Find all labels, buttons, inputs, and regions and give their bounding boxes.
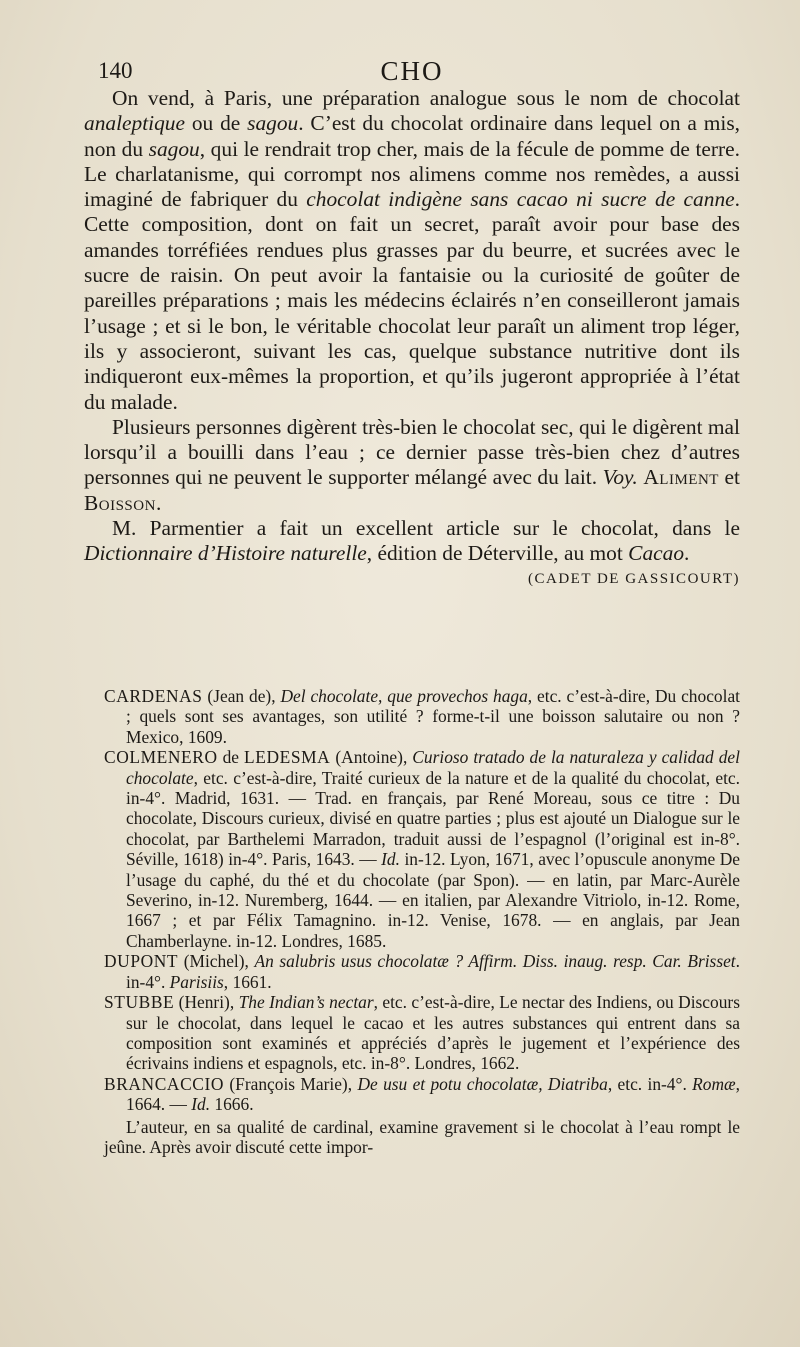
- paragraph-3: M. Parmentier a fait un excellent article sur le chocolat, dans le Dictionnaire d’Histoire naturelle, édition de Déterville, au mot Cacao.: [84, 516, 740, 566]
- final-note: L’auteur, en sa qualité de cardinal, examine gravement si le chocolat à l’eau rompt le jeûne. Après avoir discuté cette impor-: [104, 1116, 740, 1157]
- cross-ref-aliment: Aliment: [643, 465, 719, 490]
- page-number: 140: [98, 58, 133, 83]
- paragraph-1: On vend, à Paris, une préparation analogue sous le nom de chocolat analeptique ou de sagou. C’est du chocolat ordinaire dans lequel on a mis, non du sagou, qui le rendrait trop cher, mais de la fécule de pomme de terre. Le charlatanisme, qui corrompt nos alimens comme nos remèdes, a aussi imaginé de fabriquer du chocolat indigène sans cacao ni sucre de canne. Cette composition, dont on fait un secret, paraît avoir pour base des amandes torréfiées rendues plus grasses par du beurre, et sucrées avec le sucre de raisin. On peut avoir la fantaisie ou la curiosité de goûter de pareilles préparations ; mais les médecins éclairés n’en conseilleront jamais l’usage ; et si le bon, le véritable chocolat leur paraît un aliment trop léger, ils y associeront, suivant les cas, quelque substance nutritive dont ils indiqueront eux-mêmes la proportion, et qu’ils jugeront appropriée à l’état du malade.: [84, 86, 741, 414]
- bibliography: [104, 686, 740, 1157]
- bibliography-entry-stubbe: STUBBE (Henri), The Indian’s nectar, etc. c’est-à-dire, Le nectar des Indiens, ou Discours sur le chocolat, dans lequel le cacao et les autres substances qui entrent dans sa composition sont examinés et appréciés d’après le jugement et l’expérience des écrivains indiens et espagnols, etc. in-8°. Londres, 1662.: [104, 992, 740, 1074]
- main-text: [84, 86, 740, 592]
- bibliography-entry-cardenas: CARDENAS (Jean de), Del chocolate, que provechos haga, etc. c’est-à-dire, Du chocolat ; quels sont ses avantages, son utilité ? forme-t-il une boisson salutaire ou non ? Mexico, 1609.: [104, 686, 740, 747]
- paragraph-2: Plusieurs personnes digèrent très-bien le chocolat sec, qui le digèrent mal lorsqu’il a bouilli dans l’eau ; ce dernier passe très-bien chez d’autres personnes qui ne peuvent le supporter mélangé avec du lait. Voy. Aliment et Boisson.: [84, 414, 740, 515]
- bibliography-entry-dupont: DUPONT (Michel), An salubris usus chocolatæ ? Affirm. Diss. inaug. resp. Car. Brisset. in-4°. Parisiis, 1661.: [104, 951, 740, 992]
- running-title: CHO: [380, 56, 444, 86]
- bibliography-entry-colmenero: COLMENERO de LEDESMA (Antoine), Curioso tratado de la naturaleza y calidad del chocolate, etc. c’est-à-dire, Traité curieux de la nature et de la qualité du chocolat, etc. in-4°. Madrid, 1631. — Trad. en français, par René Moreau, sous ce titre : Du chocolate, Discours curieux, divisé en quatre parties ; plus est ajouté un Dialogue sur le chocolat, par Barthelemi Marradon, traduit aussi de l’espagnol (l’original est in-8°. Séville, 1618) in-4°. Paris, 1643. — Id. in-12. Lyon, 1671, avec l’opuscule anonyme De l’usage du caphé, du thé et du chocolate (par Spon). — en latin, par Marc-Aurèle Severino, in-12. Nuremberg, 1644. — en italien, par Alexandre Vitriolo, in-12. Rome, 1667 ; et par Félix Tamagnino. in-12. Venise, 1678. — en anglais, par Jean Chamberlayne. in-12. Londres, 1685.: [104, 747, 740, 951]
- page-header: [84, 56, 740, 88]
- author-byline: (CADET DE GASSICOURT): [528, 570, 740, 587]
- cross-ref-boisson: Boisson: [84, 490, 156, 515]
- bibliography-entry-brancaccio: BRANCACCIO (François Marie), De usu et potu chocolatæ, Diatriba, etc. in-4°. Romæ, 1664. — Id. 1666.: [104, 1073, 740, 1115]
